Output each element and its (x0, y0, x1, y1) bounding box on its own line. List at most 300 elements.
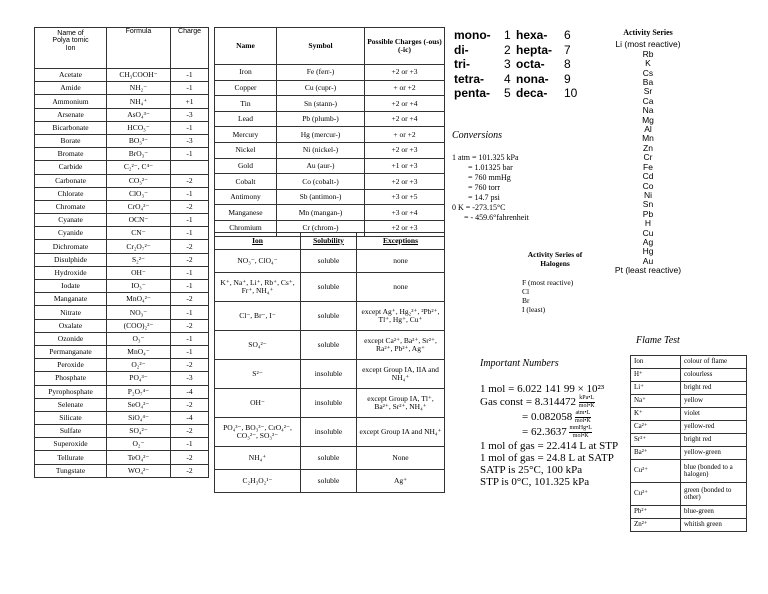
prefix-number: 7 (564, 42, 571, 57)
ion-charge: -2 (171, 359, 209, 372)
multivalent-metals-table (214, 27, 445, 237)
activity-series-item: Zn (643, 142, 653, 153)
ion-name: Chlorate (35, 187, 107, 200)
table-row (215, 389, 445, 418)
solubility-exceptions: None (357, 447, 445, 470)
activity-series-item: Pb (642, 208, 654, 219)
table-row (215, 111, 445, 127)
solubility-exceptions: except Ca²⁺, Ba²⁺, Sr²⁺, Ra²⁺, Pb²⁺, Ag⁺ (357, 331, 445, 360)
ion-name: Nitrate (35, 306, 107, 319)
table-row (35, 121, 209, 134)
flame-ion: Na⁺ (631, 395, 681, 408)
satp-definition: SATP is 25°C, 100 kPa (480, 464, 583, 476)
table-row (631, 460, 747, 483)
solubility-ion: NO₃⁻, ClO₄⁻ (215, 250, 301, 273)
halogen-item: Br (522, 296, 530, 305)
prefix-row (454, 43, 584, 58)
unit-numerator: atm•L (575, 410, 591, 416)
solubility-ion: NH₄⁺ (215, 447, 301, 470)
metal-symbol: Co (cobalt-) (277, 174, 365, 190)
ion-formula: O₂⁻ (107, 438, 171, 451)
prefix-word: hexa- (516, 28, 548, 42)
ion-name: Sulfate (35, 425, 107, 438)
ion-formula: SeO₄²⁻ (107, 398, 171, 411)
solubility-value: soluble (301, 447, 357, 470)
ion-name: Manganate (35, 293, 107, 306)
table-row (631, 382, 747, 395)
metal-symbol: Cu (cupr-) (277, 80, 365, 96)
table-row (35, 69, 209, 82)
halogen-item: I (least) (522, 305, 546, 314)
solubility-ion: Cl⁻, Br⁻, I⁻ (215, 302, 301, 331)
ion-charge: -1 (171, 438, 209, 451)
table-row (35, 187, 209, 200)
table-row (215, 158, 445, 174)
ion-charge: -2 (171, 200, 209, 213)
flame-colour: yellow (681, 395, 747, 408)
table-row (215, 360, 445, 389)
activity-series-item: Sr (643, 86, 653, 97)
unit-fraction (575, 410, 591, 425)
prefix-word: nona- (516, 71, 549, 86)
ion-name: Pyrophosphate (35, 385, 107, 398)
flame-test-title: Flame Test (636, 335, 680, 346)
header-formula: Formula (107, 28, 171, 69)
conversion-line: = 760 torr (452, 183, 501, 192)
activity-series-item: Ca (642, 95, 654, 106)
prefix-number: 3 (504, 57, 511, 71)
metal-name: Mercury (215, 127, 277, 143)
table-row (35, 108, 209, 121)
prefix-word: mono- (454, 28, 491, 42)
header-flame-colour: colour of flame (681, 356, 747, 369)
molar-volume-satp: 1 mol of gas = 24.8 L at SATP (480, 452, 614, 464)
ion-name: Amide (35, 82, 107, 95)
ion-name: Tellurate (35, 451, 107, 464)
prefix-row (454, 86, 584, 101)
solubility-ion: SO₄²⁻ (215, 331, 301, 360)
metal-symbol: Pb (plumb-) (277, 111, 365, 127)
table-row (631, 519, 747, 532)
ion-name: Tungstate (35, 464, 107, 477)
ion-charge: -2 (171, 451, 209, 464)
ion-formula: IO₃⁻ (107, 280, 171, 293)
ion-formula: NO₃⁻ (107, 306, 171, 319)
metal-name: Gold (215, 158, 277, 174)
ion-name: Cyanide (35, 227, 107, 240)
flame-colour: whitish green (681, 519, 747, 532)
table-row (35, 82, 209, 95)
solubility-exceptions: except Group IA and NH₄⁺ (357, 418, 445, 447)
ion-name: Ozonide (35, 332, 107, 345)
header-charge: Charge (171, 28, 209, 69)
stp-definition: STP is 0°C, 101.325 kPa (480, 476, 590, 488)
activity-series (598, 28, 698, 276)
table-row (215, 205, 445, 221)
solubility-value: insoluble (301, 360, 357, 389)
ion-formula: MnO₄²⁻ (107, 293, 171, 306)
unit-fraction (569, 425, 591, 440)
metal-name: Iron (215, 65, 277, 81)
table-row (631, 408, 747, 421)
table-row (35, 95, 209, 108)
table-row (631, 434, 747, 447)
table-row (631, 447, 747, 460)
ion-charge: -3 (171, 134, 209, 147)
activity-series-item: Al (644, 124, 652, 135)
header-ion-name: Name of Polya tomic Ion (35, 28, 107, 69)
table-row (35, 306, 209, 319)
header-solubility: Solubility (301, 233, 357, 250)
table-row (35, 280, 209, 293)
ion-name: Hydroxide (35, 266, 107, 279)
ion-formula: (COO)₂²⁻ (107, 319, 171, 332)
solubility-exceptions: none (357, 273, 445, 302)
table-row (35, 266, 209, 279)
table-row (35, 385, 209, 398)
unit-denominator: mol•K (574, 418, 591, 424)
conversion-line: = 760 mmHg (452, 173, 511, 182)
flame-colour: colourless (681, 369, 747, 382)
solubility-ion: C₂H₃O₂¹⁻ (215, 470, 301, 493)
polyatomic-ions-table (34, 27, 209, 478)
ion-formula: SiO₄⁴⁻ (107, 411, 171, 424)
solubility-value: soluble (301, 470, 357, 493)
ion-formula: OH⁻ (107, 266, 171, 279)
ion-name: Peroxide (35, 359, 107, 372)
metal-charges: + or +2 (365, 127, 445, 143)
metal-charges: +2 or +3 (365, 174, 445, 190)
prefix-number: 2 (504, 42, 511, 57)
halogen-item: Cl (522, 287, 530, 296)
ion-name: Acetate (35, 69, 107, 82)
metal-charges: + or +2 (365, 80, 445, 96)
flame-ion: Pb²⁺ (631, 506, 681, 519)
unit-fraction (579, 395, 595, 410)
gas-constant-mmhg (480, 425, 630, 440)
prefix-row (454, 28, 584, 43)
ion-name: Chromate (35, 200, 107, 213)
table-row (215, 250, 445, 273)
conversion-line: = 14.7 psi (452, 193, 500, 202)
prefix-number: 9 (564, 71, 571, 86)
ion-charge: -1 (171, 214, 209, 227)
flame-colour: green (bonded to other) (681, 483, 747, 506)
table-row (631, 395, 747, 408)
metal-charges: +2 or +4 (365, 96, 445, 112)
activity-series-item: Mn (642, 133, 654, 144)
activity-series-item: K (645, 58, 651, 69)
ion-formula: CN⁻ (107, 227, 171, 240)
table-row (35, 174, 209, 187)
table-row (35, 214, 209, 227)
ion-formula: SO₄²⁻ (107, 425, 171, 438)
ion-charge: -1 (171, 306, 209, 319)
table-row (35, 227, 209, 240)
flame-colour: yellow-red (681, 421, 747, 434)
metal-symbol: Au (aur-) (277, 158, 365, 174)
ion-charge: -1 (171, 332, 209, 345)
ion-formula: ClO₃⁻ (107, 187, 171, 200)
flame-ion: Li⁺ (631, 382, 681, 395)
ion-formula: O₃⁻ (107, 332, 171, 345)
ion-charge: -2 (171, 253, 209, 266)
solubility-exceptions: none (357, 250, 445, 273)
ion-name: Selenate (35, 398, 107, 411)
activity-series-item: Ba (642, 77, 654, 88)
metal-charges: +2 or +3 (365, 142, 445, 158)
ion-charge: -1 (171, 280, 209, 293)
flame-colour: blue-green (681, 506, 747, 519)
solubility-value: soluble (301, 331, 357, 360)
table-row (631, 483, 747, 506)
prefix-number: 5 (504, 86, 511, 100)
metal-symbol: Sb (antimon-) (277, 189, 365, 205)
solubility-value: soluble (301, 273, 357, 302)
ion-formula: WO₄²⁻ (107, 464, 171, 477)
ion-name: Phosphate (35, 372, 107, 385)
table-row (215, 174, 445, 190)
solubility-value: soluble (301, 302, 357, 331)
activity-series-item: Fe (643, 161, 653, 172)
table-row (631, 506, 747, 519)
header-symbol: Symbol (277, 28, 365, 65)
table-row (215, 127, 445, 143)
flame-colour: blue (bonded to a halogen) (681, 460, 747, 483)
prefix-row (454, 72, 584, 87)
ion-charge: -2 (171, 293, 209, 306)
unit-numerator: mmHg•L (569, 425, 592, 431)
ion-formula: O₂²⁻ (107, 359, 171, 372)
unit-denominator: mol•K (578, 403, 595, 409)
metal-name: Antimony (215, 189, 277, 205)
metal-name: Tin (215, 96, 277, 112)
metal-charges: +3 or +5 (365, 189, 445, 205)
solubility-value: insoluble (301, 418, 357, 447)
solubility-exceptions: except Group IA, IIA and NH₄⁺ (357, 360, 445, 389)
metal-charges: +2 or +3 (365, 220, 445, 236)
flame-ion: H⁺ (631, 369, 681, 382)
activity-series-item: Rb (642, 48, 654, 59)
table-row (215, 65, 445, 81)
solubility-ion: S²⁻ (215, 360, 301, 389)
ion-formula: BrO₃⁻ (107, 148, 171, 161)
table-row (215, 331, 445, 360)
metal-name: Nickel (215, 142, 277, 158)
ion-name: Disulphide (35, 253, 107, 266)
halogen-activity-series (522, 250, 612, 314)
table-row (35, 359, 209, 372)
prefix-number: 6 (564, 28, 571, 42)
table-row (35, 451, 209, 464)
activity-series-item: Au (642, 255, 654, 266)
avogadro-number: 1 mol = 6.022 141 99 × 10²³ (480, 383, 605, 395)
table-row (35, 134, 209, 147)
solubility-table (214, 232, 445, 493)
prefix-word: deca- (516, 86, 548, 100)
metal-symbol: Cr (chrom-) (277, 220, 365, 236)
ion-name: Bromate (35, 148, 107, 161)
activity-series-item: Hg (642, 246, 654, 257)
ion-formula: CrO₄²⁻ (107, 200, 171, 213)
table-row (35, 411, 209, 424)
activity-series-item: Cs (642, 67, 654, 78)
table-row (35, 253, 209, 266)
activity-series-item: Na (642, 105, 654, 116)
ion-charge: -4 (171, 411, 209, 424)
flame-ion: Cu²⁺ (631, 460, 681, 483)
ion-charge: -1 (171, 187, 209, 200)
ion-charge: -3 (171, 108, 209, 121)
prefix-word: di- (454, 42, 469, 57)
metal-charges: +2 or +4 (365, 111, 445, 127)
prefix-word: tri- (454, 57, 470, 71)
ion-formula: AsO₄³⁻ (107, 108, 171, 121)
ion-charge: -2 (171, 398, 209, 411)
metal-name: Cobalt (215, 174, 277, 190)
table-row (35, 345, 209, 358)
ion-name: Bicarbonate (35, 121, 107, 134)
metal-charges: +3 or +4 (365, 205, 445, 221)
ion-name: Iodate (35, 280, 107, 293)
ion-charge: -1 (171, 345, 209, 358)
ion-name: Ammonium (35, 95, 107, 108)
ion-charge: -2 (171, 425, 209, 438)
important-numbers-block (480, 358, 630, 488)
table-row (35, 319, 209, 332)
table-row (35, 240, 209, 253)
conversion-line: = 1.01325 bar (452, 163, 513, 172)
flame-colour: violet (681, 408, 747, 421)
activity-series-item: Mg (642, 114, 654, 125)
flame-ion: Cu²⁺ (631, 483, 681, 506)
prefix-number: 8 (564, 57, 571, 71)
table-row (35, 372, 209, 385)
table-row (35, 293, 209, 306)
ion-formula: HCO₃⁻ (107, 121, 171, 134)
ion-name: Carbonate (35, 174, 107, 187)
prefix-word: tetra- (454, 71, 485, 86)
prefix-number: 4 (504, 71, 511, 86)
table-row (35, 398, 209, 411)
ion-name: Arsenate (35, 108, 107, 121)
ion-name: Oxalate (35, 319, 107, 332)
molar-volume-stp: 1 mol of gas = 22.414 L at STP (480, 440, 619, 452)
conversion-line: = - 459.6°fahrenheit (452, 213, 529, 222)
header-exceptions: Exceptions (357, 233, 445, 250)
halogen-series-title: Activity Series of Halogens (527, 250, 583, 268)
ion-formula: BO₃³⁻ (107, 134, 171, 147)
flame-colour: yellow-green (681, 447, 747, 460)
prefix-number: 10 (564, 86, 578, 100)
ion-charge: -1 (171, 121, 209, 134)
ion-charge: -2 (171, 319, 209, 332)
flame-colour: bright red (681, 434, 747, 447)
metal-symbol: Mn (mangan-) (277, 205, 365, 221)
flame-ion: K⁺ (631, 408, 681, 421)
ion-name: Permanganate (35, 345, 107, 358)
ion-name: Carbide (35, 161, 107, 174)
flame-test-table (630, 355, 747, 532)
metal-charges: +2 or +3 (365, 65, 445, 81)
conversions-title: Conversions (452, 130, 502, 141)
ion-name: Superoxide (35, 438, 107, 451)
metal-charges: +1 or +3 (365, 158, 445, 174)
ion-charge: -1 (171, 266, 209, 279)
ion-name: Dichromate (35, 240, 107, 253)
metal-name: Copper (215, 80, 277, 96)
ion-name: Silicate (35, 411, 107, 424)
activity-series-item: Pt (least reactive) (614, 265, 682, 276)
prefix-row (454, 57, 584, 72)
ion-charge: -2 (171, 240, 209, 253)
conversions-block (452, 130, 592, 223)
flame-ion: Ba²⁺ (631, 447, 681, 460)
table-row (215, 470, 445, 493)
activity-series-item: Cu (642, 227, 654, 238)
activity-series-item: Ag (642, 236, 654, 247)
metal-symbol: Hg (mercur-) (277, 127, 365, 143)
table-row (215, 189, 445, 205)
activity-series-item: Co (642, 180, 654, 191)
metal-symbol: Fe (ferr-) (277, 65, 365, 81)
table-row (215, 80, 445, 96)
ion-formula: PO₄³⁻ (107, 372, 171, 385)
important-numbers-title: Important Numbers (480, 358, 559, 369)
prefix-word: hepta- (516, 42, 552, 57)
activity-series-item: Cd (642, 171, 654, 182)
flame-ion: Sr²⁺ (631, 434, 681, 447)
solubility-ion: K⁺, Na⁺, Li⁺, Rb⁺, Cs⁺, Fr⁺, NH₄⁺ (215, 273, 301, 302)
prefix-word: penta- (454, 86, 490, 100)
ion-formula: OCN⁻ (107, 214, 171, 227)
conversion-line: 0 K = -273.15°C (452, 203, 506, 212)
ion-formula: S₂²⁻ (107, 253, 171, 266)
metal-symbol: Ni (nickel-) (277, 142, 365, 158)
header-charges: Possible Charges (-ous) (-ic) (365, 28, 445, 65)
ion-formula: Cr₂O₇²⁻ (107, 240, 171, 253)
solubility-ion: PO₄³⁻, BO₃³⁻, CrO₄²⁻, CO₃²⁻, SO₃²⁻ (215, 418, 301, 447)
halogen-item: F (most reactive) (522, 278, 574, 287)
unit-denominator: mol•K (572, 433, 589, 439)
gas-constant-atm (480, 410, 630, 425)
table-row (215, 273, 445, 302)
table-row (35, 425, 209, 438)
activity-series-item: Li (most reactive) (615, 39, 681, 50)
ion-formula: P₂O₇⁴⁻ (107, 385, 171, 398)
solubility-exceptions: Ag⁺ (357, 470, 445, 493)
unit-numerator: kPa•L (579, 395, 595, 401)
solubility-ion: OH⁻ (215, 389, 301, 418)
activity-series-item: H (644, 218, 652, 229)
table-row (215, 447, 445, 470)
solubility-value: insoluble (301, 389, 357, 418)
gas-constant-kpa (480, 395, 630, 410)
ion-charge: -1 (171, 148, 209, 161)
solubility-value: soluble (301, 250, 357, 273)
table-row (35, 332, 209, 345)
ion-charge: +1 (171, 95, 209, 108)
ion-name: Borate (35, 134, 107, 147)
table-row (215, 418, 445, 447)
table-row (215, 302, 445, 331)
activity-series-item: Ni (643, 189, 653, 200)
metal-name: Manganese (215, 205, 277, 221)
gas-constant-label: Gas const = 8.314472 (480, 396, 577, 409)
gas-constant-atm-value: = 0.082058 (522, 411, 573, 424)
ion-charge: -4 (171, 385, 209, 398)
table-row (35, 161, 209, 174)
